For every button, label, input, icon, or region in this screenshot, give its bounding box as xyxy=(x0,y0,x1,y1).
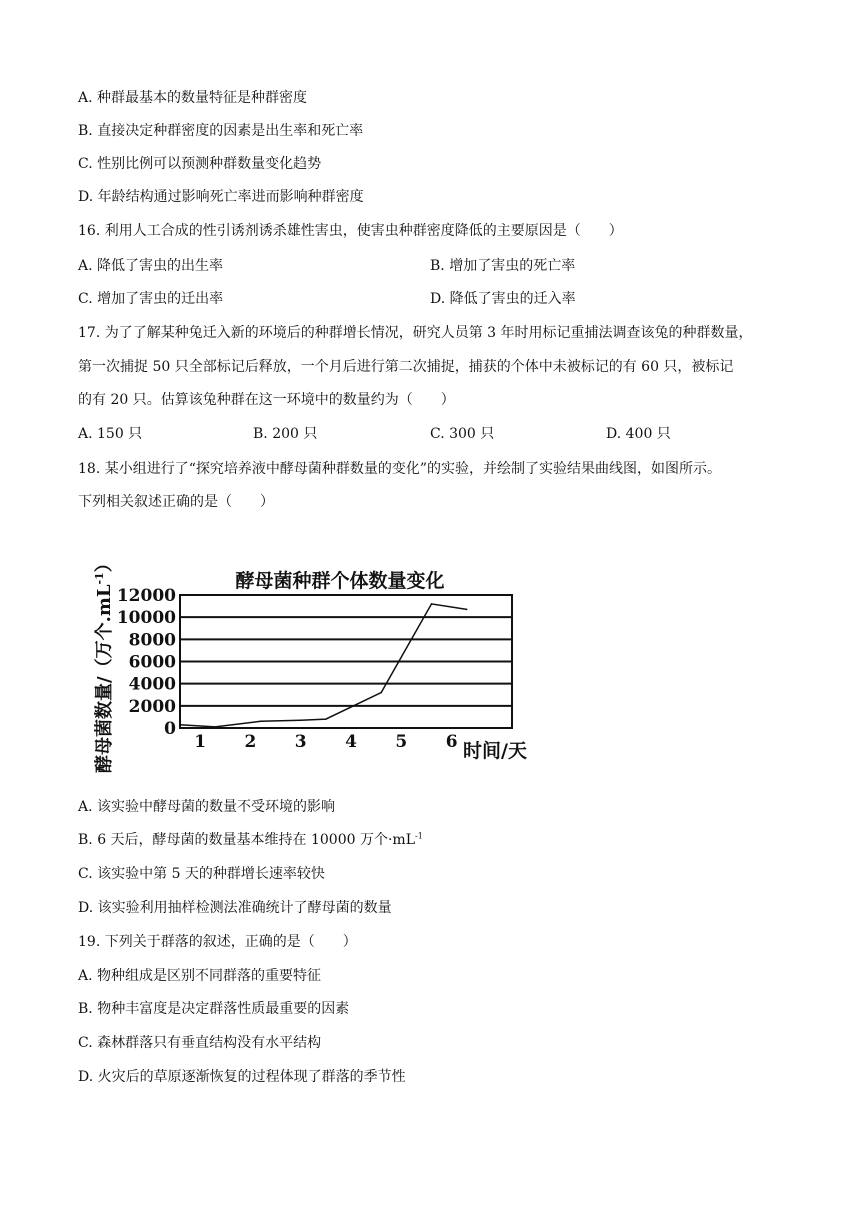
option-17c: C. 300 只 xyxy=(430,426,495,442)
option-16b: B. 增加了害虫的死亡率 xyxy=(430,258,576,274)
data-point xyxy=(260,721,262,723)
x-tick-label: 3 xyxy=(294,732,307,752)
option-19c: C. 森林群落只有垂直结构没有水平结构 xyxy=(78,1035,322,1051)
question-16: 16. 利用人工合成的性引诱剂诱杀雄性害虫，使害虫种群密度降低的主要原因是（ ） xyxy=(78,223,623,239)
y-axis-label-superscript: -1 xyxy=(93,572,106,585)
y-tick-label: 4000 xyxy=(128,674,176,695)
option-18b xyxy=(78,830,423,850)
option-17d: D. 400 只 xyxy=(606,426,671,442)
option-16d: D. 降低了害虫的迁入率 xyxy=(430,291,576,307)
y-axis-label-text: 酵母菌数量/（万个.mL xyxy=(94,584,115,773)
data-point xyxy=(325,718,327,720)
option-16a: A. 降低了害虫的出生率 xyxy=(78,258,224,274)
x-tick-label: 5 xyxy=(395,732,408,752)
y-tick-label: 8000 xyxy=(128,630,176,651)
y-axis-label-close: ） xyxy=(94,554,115,573)
data-point xyxy=(431,603,433,605)
option-19a: A. 物种组成是区别不同群落的重要特征 xyxy=(78,968,322,984)
option-15a: A. 种群最基本的数量特征是种群密度 xyxy=(78,90,308,106)
x-axis-label: 时间/天 xyxy=(463,740,527,762)
data-point xyxy=(179,724,181,726)
yeast-population-chart xyxy=(88,535,548,780)
data-point xyxy=(300,719,302,721)
option-15c: C. 性别比例可以预测种群数量变化趋势 xyxy=(78,156,322,172)
question-18-line1: 18. 某小组进行了“探究培养液中酵母菌种群数量的变化”的实验，并绘制了实验结果曲线图，如图所示。 xyxy=(78,461,722,477)
option-18c: C. 该实验中第 5 天的种群增长速率较快 xyxy=(78,866,325,882)
option-16c: C. 增加了害虫的迁出率 xyxy=(78,291,224,307)
question-17-line3: 的有 20 只。估算该兔种群在这一环境中的数量约为（ ） xyxy=(78,392,455,408)
option-15b: B. 直接决定种群密度的因素是出生率和死亡率 xyxy=(78,123,364,139)
x-tick-label: 6 xyxy=(445,732,458,752)
x-tick-label: 4 xyxy=(345,732,357,752)
y-tick-label: 2000 xyxy=(128,696,176,717)
y-tick-label: 6000 xyxy=(128,652,176,673)
option-15d: D. 年龄结构通过影响死亡率进而影响种群密度 xyxy=(78,189,364,205)
x-tick-label: 2 xyxy=(244,732,257,752)
x-tick-label: 1 xyxy=(194,732,207,752)
y-tick-label: 0 xyxy=(164,719,176,739)
y-axis-label xyxy=(93,554,115,773)
option-18a: A. 该实验中酵母菌的数量不受环境的影响 xyxy=(78,799,336,815)
question-18-line2: 下列相关叙述正确的是（ ） xyxy=(78,494,274,510)
question-17-line2: 第一次捕捉 50 只全部标记后释放，一个月后进行第二次捕捉，捕获的个体中未被标记的有 60 只，被标记 xyxy=(78,359,734,375)
y-tick-label: 12000 xyxy=(116,586,176,606)
chart-title: 酵母菌种群个体数量变化 xyxy=(235,570,445,592)
option-17b: B. 200 只 xyxy=(253,426,318,442)
option-18b-text: B. 6 天后，酵母菌的数量基本维持在 10000 万个·mL xyxy=(78,832,416,848)
option-17a: A. 150 只 xyxy=(78,426,143,442)
data-point xyxy=(466,609,468,611)
y-tick-label: 10000 xyxy=(116,608,176,629)
question-17-line1: 17. 为了了解某种兔迁入新的环境后的种群增长情况，研究人员第 3 年时用标记重捕法调查该兔的种群数量， xyxy=(78,325,753,341)
question-19: 19. 下列关于群落的叙述，正确的是（ ） xyxy=(78,934,357,950)
series-line xyxy=(180,604,467,727)
option-19b: B. 物种丰富度是决定群落性质最重要的因素 xyxy=(78,1001,350,1017)
option-19d: D. 火灾后的草原逐渐恢复的过程体现了群落的季节性 xyxy=(78,1069,406,1085)
option-18b-superscript: -1 xyxy=(415,831,423,841)
option-18d: D. 该实验利用抽样检测法准确统计了酵母菌的数量 xyxy=(78,900,392,916)
data-point xyxy=(214,726,216,728)
data-point xyxy=(380,692,382,694)
